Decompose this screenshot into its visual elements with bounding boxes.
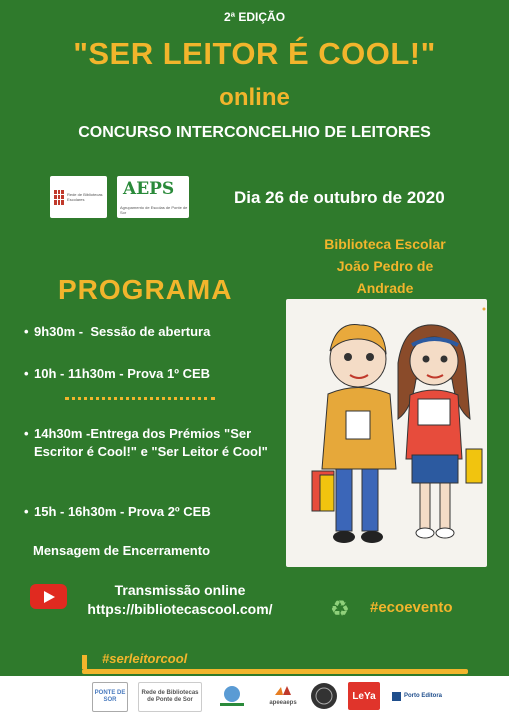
- rede-bibliotecas-ponte-sor-logo: Rede de Bibliotecas de Ponte de Sor: [138, 682, 202, 712]
- partner-logos: [0, 676, 509, 720]
- event-date: Dia 26 de outubro de 2020: [234, 188, 445, 207]
- closing-message: Mensagem de Encerramento: [33, 543, 211, 558]
- dotted-divider: [65, 397, 215, 400]
- stream-info: [70, 581, 290, 619]
- partner-logo: [212, 682, 252, 710]
- aeps-logo: [117, 176, 189, 218]
- porto-editora-logo: Porto Editora: [392, 682, 442, 710]
- library-name: Biblioteca Escolar João Pedro de Andrade: [324, 236, 446, 296]
- stream-label: Transmissão online: [114, 582, 246, 598]
- program-item: • 10h - 11h30m - Prova 1º CEB: [24, 366, 211, 381]
- apeeaeps-logo: apeeaeps: [266, 682, 300, 710]
- aeps-logo-mark: AEPS: [123, 179, 175, 199]
- children-drawing: [286, 299, 487, 567]
- partner-logo: [310, 682, 338, 710]
- stream-link[interactable]: https://bibliotecascool.com/: [87, 601, 273, 617]
- youtube-icon[interactable]: [30, 584, 67, 609]
- recycle-icon: ♻: [330, 596, 350, 621]
- aeps-logo-caption: Agrupamento de Escolas de Ponte de Sor: [120, 205, 188, 215]
- program-item: • 9h30m - Sessão de abertura: [24, 324, 211, 339]
- poster-subtitle: online: [219, 84, 290, 111]
- program-item: • 15h - 16h30m - Prova 2º CEB: [24, 504, 211, 519]
- poster-title: "SER LEITOR É COOL!": [73, 36, 436, 71]
- hashtag: #serleitorcool: [102, 651, 188, 666]
- edition-label: 2ª EDIÇÃO: [223, 10, 286, 24]
- rede-logo-text: Rede de Bibliotecas Escolares: [66, 192, 103, 202]
- contest-title: CONCURSO INTERCONCELHIO DE LEITORES: [78, 124, 431, 141]
- hashtag-underline: [82, 669, 468, 674]
- program-item: • 14h30m -Entrega dos Prémios "Ser Escritor é Cool!" e "Ser Leitor é Cool": [24, 426, 268, 459]
- rede-bibliotecas-logo: [50, 176, 107, 218]
- ponte-de-sor-logo: PONTE DE SOR: [92, 682, 128, 712]
- program-title: PROGRAMA: [58, 274, 233, 305]
- hashtag-bracket: [82, 655, 87, 669]
- leya-logo: LeYa: [348, 682, 380, 710]
- rbe-mark-icon: [54, 190, 64, 205]
- eco-hashtag: #ecoevento: [370, 599, 453, 616]
